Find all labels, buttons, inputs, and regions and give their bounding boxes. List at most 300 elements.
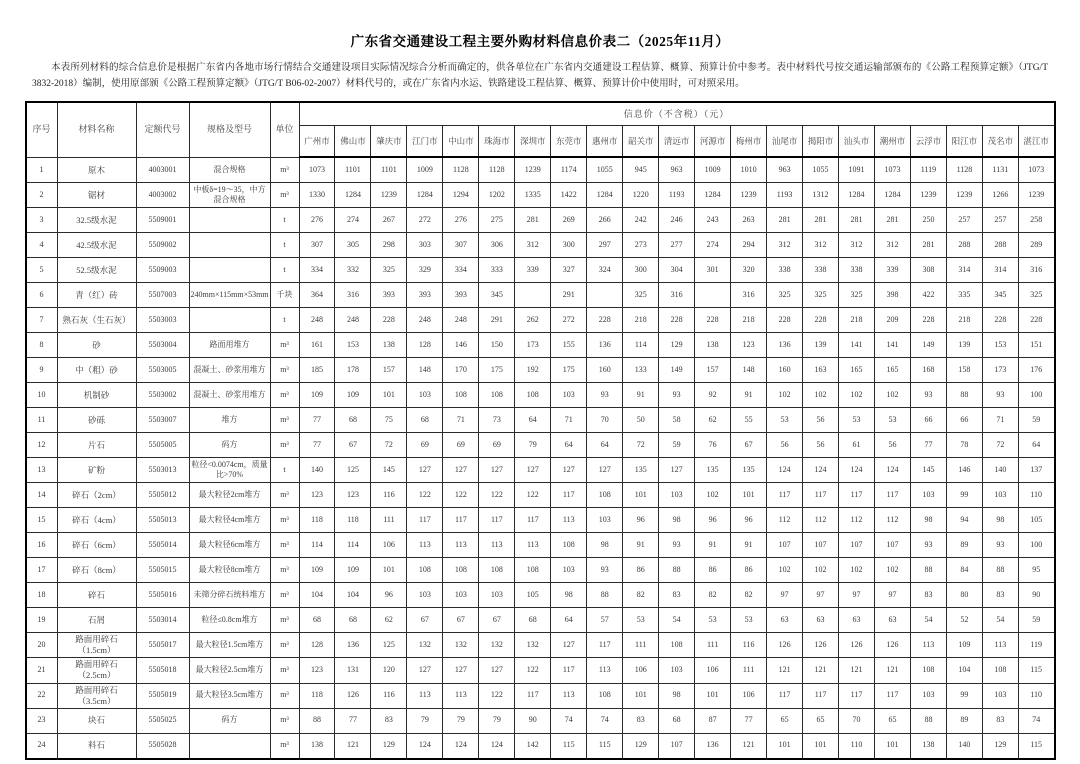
- row-seq: 20: [26, 633, 58, 658]
- price-cell: 218: [946, 308, 982, 333]
- row-spec: [189, 308, 270, 333]
- price-cell: 316: [1018, 258, 1054, 283]
- row-spec: 中板δ=19～35，中方混合规格: [189, 183, 270, 208]
- price-cell: 77: [910, 433, 946, 458]
- price-cell: 335: [946, 283, 982, 308]
- price-cell: 107: [875, 533, 911, 558]
- row-code: 5503005: [136, 358, 189, 383]
- price-cell: 111: [623, 633, 659, 658]
- price-cell: 108: [982, 658, 1018, 683]
- price-cell: 127: [407, 658, 443, 683]
- price-cell: 101: [731, 483, 767, 508]
- price-cell: 77: [299, 408, 335, 433]
- price-cell: 1009: [407, 157, 443, 183]
- price-cell: 140: [946, 733, 982, 759]
- row-code: 5509002: [136, 233, 189, 258]
- price-cell: 107: [803, 533, 839, 558]
- price-cell: 1055: [803, 157, 839, 183]
- row-code: 5509003: [136, 258, 189, 283]
- price-cell: 83: [371, 708, 407, 733]
- table-row: [26, 633, 1055, 658]
- price-cell: 90: [1018, 583, 1054, 608]
- price-cell: 83: [910, 583, 946, 608]
- price-cell: 86: [623, 558, 659, 583]
- price-cell: 112: [803, 508, 839, 533]
- price-cell: 112: [839, 508, 875, 533]
- price-cell: 123: [335, 483, 371, 508]
- price-cell: 106: [623, 658, 659, 683]
- price-cell: 269: [551, 208, 587, 233]
- price-cell: 398: [875, 283, 911, 308]
- price-cell: 97: [875, 583, 911, 608]
- price-cell: 121: [875, 658, 911, 683]
- price-cell: 228: [982, 308, 1018, 333]
- price-cell: 963: [767, 157, 803, 183]
- price-cell: 71: [982, 408, 1018, 433]
- row-spec: [189, 233, 270, 258]
- table-row: [26, 583, 1055, 608]
- price-cell: 107: [659, 733, 695, 759]
- price-cell: 69: [479, 433, 515, 458]
- price-cell: 70: [587, 408, 623, 433]
- price-cell: 103: [910, 683, 946, 708]
- price-cell: 121: [803, 658, 839, 683]
- price-cell: 274: [335, 208, 371, 233]
- price-cell: 1422: [551, 183, 587, 208]
- row-name: 砂砾: [57, 408, 136, 433]
- price-cell: 115: [551, 733, 587, 759]
- price-cell: 103: [982, 483, 1018, 508]
- price-cell: 1312: [803, 183, 839, 208]
- row-seq: 7: [26, 308, 58, 333]
- price-cell: 68: [515, 608, 551, 633]
- price-cell: 69: [443, 433, 479, 458]
- price-cell: 113: [515, 533, 551, 558]
- row-unit: m³: [270, 608, 299, 633]
- price-cell: 248: [443, 308, 479, 333]
- price-cell: 281: [910, 233, 946, 258]
- price-cell: 304: [659, 258, 695, 283]
- price-cell: 132: [443, 633, 479, 658]
- price-cell: 59: [659, 433, 695, 458]
- price-cell: 1284: [839, 183, 875, 208]
- price-cell: 69: [407, 433, 443, 458]
- price-cell: 248: [407, 308, 443, 333]
- price-cell: 103: [479, 583, 515, 608]
- price-cell: 192: [515, 358, 551, 383]
- price-cell: 228: [371, 308, 407, 333]
- price-cell: 300: [551, 233, 587, 258]
- price-cell: 345: [982, 283, 1018, 308]
- price-cell: 117: [515, 508, 551, 533]
- price-cell: 135: [731, 458, 767, 483]
- row-unit: t: [270, 208, 299, 233]
- col-header-code: 定额代号: [136, 102, 189, 157]
- row-spec: 最大粒径3.5cm堆方: [189, 683, 270, 708]
- price-cell: 74: [551, 708, 587, 733]
- price-cell: [695, 283, 731, 308]
- price-cell: 117: [443, 508, 479, 533]
- row-seq: 21: [26, 658, 58, 683]
- price-cell: 228: [1018, 308, 1054, 333]
- row-name: 矿粉: [57, 458, 136, 483]
- price-cell: 272: [551, 308, 587, 333]
- price-cell: 53: [623, 608, 659, 633]
- price-cell: 325: [1018, 283, 1054, 308]
- price-cell: 53: [695, 608, 731, 633]
- price-cell: 56: [803, 408, 839, 433]
- price-cell: 108: [515, 383, 551, 408]
- row-name: 料石: [57, 733, 136, 759]
- price-cell: 325: [767, 283, 803, 308]
- row-code: 5509001: [136, 208, 189, 233]
- price-cell: 320: [731, 258, 767, 283]
- row-code: 5505015: [136, 558, 189, 583]
- price-cell: 105: [515, 583, 551, 608]
- price-cell: 273: [623, 233, 659, 258]
- price-cell: 136: [335, 633, 371, 658]
- row-spec: 混凝土、砂浆用堆方: [189, 383, 270, 408]
- price-cell: 114: [335, 533, 371, 558]
- price-cell: 50: [623, 408, 659, 433]
- row-seq: 17: [26, 558, 58, 583]
- price-cell: 1220: [623, 183, 659, 208]
- price-cell: 101: [767, 733, 803, 759]
- price-cell: 145: [910, 458, 946, 483]
- price-cell: 108: [551, 533, 587, 558]
- row-unit: m³: [270, 583, 299, 608]
- price-cell: 93: [659, 533, 695, 558]
- price-cell: 98: [910, 508, 946, 533]
- price-cell: 312: [875, 233, 911, 258]
- price-cell: 74: [587, 708, 623, 733]
- price-cell: 1128: [946, 157, 982, 183]
- row-seq: 14: [26, 483, 58, 508]
- row-code: 5505028: [136, 733, 189, 759]
- price-cell: 306: [479, 233, 515, 258]
- price-cell: 173: [982, 358, 1018, 383]
- price-cell: 1239: [910, 183, 946, 208]
- price-cell: 288: [982, 233, 1018, 258]
- price-cell: 87: [695, 708, 731, 733]
- price-cell: 1202: [479, 183, 515, 208]
- city-header: 东莞市: [551, 126, 587, 158]
- price-cell: 52: [946, 608, 982, 633]
- row-code: 5505025: [136, 708, 189, 733]
- price-cell: 102: [875, 558, 911, 583]
- price-cell: 97: [803, 583, 839, 608]
- price-cell: 297: [587, 233, 623, 258]
- row-name: 青（红）砖: [57, 283, 136, 308]
- price-cell: 128: [407, 333, 443, 358]
- price-cell: 103: [551, 383, 587, 408]
- price-cell: 86: [695, 558, 731, 583]
- row-unit: m³: [270, 157, 299, 183]
- price-cell: 288: [946, 233, 982, 258]
- price-cell: 393: [407, 283, 443, 308]
- price-cell: 117: [803, 483, 839, 508]
- price-cell: 248: [299, 308, 335, 333]
- price-cell: 127: [407, 458, 443, 483]
- row-name: 熟石灰（生石灰）: [57, 308, 136, 333]
- row-seq: 18: [26, 583, 58, 608]
- row-code: 5503004: [136, 333, 189, 358]
- price-cell: 92: [695, 383, 731, 408]
- price-cell: 1294: [443, 183, 479, 208]
- price-cell: 165: [839, 358, 875, 383]
- price-cell: 63: [767, 608, 803, 633]
- price-cell: 1073: [1018, 157, 1054, 183]
- city-header: 茂名市: [982, 126, 1018, 158]
- price-cell: 54: [982, 608, 1018, 633]
- price-cell: 107: [767, 533, 803, 558]
- price-cell: 90: [515, 708, 551, 733]
- price-cell: 82: [731, 583, 767, 608]
- price-cell: 138: [910, 733, 946, 759]
- price-cell: 64: [1018, 433, 1054, 458]
- price-cell: 138: [695, 333, 731, 358]
- city-header: 河源市: [695, 126, 731, 158]
- price-cell: 124: [767, 458, 803, 483]
- price-cell: 108: [443, 558, 479, 583]
- price-cell: 97: [767, 583, 803, 608]
- city-header: 阳江市: [946, 126, 982, 158]
- row-unit: t: [270, 458, 299, 483]
- price-cell: 1239: [1018, 183, 1054, 208]
- price-cell: 1239: [371, 183, 407, 208]
- price-cell: 86: [731, 558, 767, 583]
- row-name: 锯材: [57, 183, 136, 208]
- price-cell: 301: [695, 258, 731, 283]
- price-cell: 108: [659, 633, 695, 658]
- price-cell: 117: [767, 683, 803, 708]
- price-cell: 110: [839, 733, 875, 759]
- price-cell: 111: [695, 633, 731, 658]
- price-cell: 338: [803, 258, 839, 283]
- price-cell: 104: [335, 583, 371, 608]
- price-cell: 173: [515, 333, 551, 358]
- price-cell: 333: [479, 258, 515, 283]
- price-cell: 101: [875, 733, 911, 759]
- price-cell: 54: [659, 608, 695, 633]
- price-cell: 59: [1018, 608, 1054, 633]
- price-cell: 127: [479, 658, 515, 683]
- city-header: 广州市: [299, 126, 335, 158]
- price-cell: 1073: [299, 157, 335, 183]
- price-cell: 63: [875, 608, 911, 633]
- price-cell: 93: [910, 533, 946, 558]
- price-cell: 124: [443, 733, 479, 759]
- price-cell: 329: [407, 258, 443, 283]
- row-spec: [189, 733, 270, 759]
- price-cell: 88: [982, 558, 1018, 583]
- price-cell: 1009: [695, 157, 731, 183]
- price-cell: 123: [731, 333, 767, 358]
- price-cell: 104: [946, 658, 982, 683]
- row-code: 5507003: [136, 283, 189, 308]
- price-cell: 113: [407, 533, 443, 558]
- price-cell: 88: [910, 708, 946, 733]
- price-cell: 102: [803, 558, 839, 583]
- row-name: 路面用碎石（1.5cm）: [57, 633, 136, 658]
- col-header-unit: 单位: [270, 102, 299, 157]
- price-cell: 160: [767, 358, 803, 383]
- row-code: 5505014: [136, 533, 189, 558]
- row-spec: 堆方: [189, 408, 270, 433]
- row-name: 中（粗）砂: [57, 358, 136, 383]
- price-cell: 422: [910, 283, 946, 308]
- price-cell: 316: [335, 283, 371, 308]
- price-cell: 267: [371, 208, 407, 233]
- price-cell: 113: [479, 533, 515, 558]
- price-cell: 325: [623, 283, 659, 308]
- price-cell: 73: [479, 408, 515, 433]
- price-cell: 98: [587, 533, 623, 558]
- price-cell: 53: [875, 408, 911, 433]
- price-cell: 101: [371, 383, 407, 408]
- price-cell: 93: [659, 383, 695, 408]
- price-cell: 108: [479, 558, 515, 583]
- price-cell: 305: [335, 233, 371, 258]
- row-unit: m³: [270, 633, 299, 658]
- city-header: 潮州市: [875, 126, 911, 158]
- price-cell: 96: [695, 508, 731, 533]
- price-cell: 248: [335, 308, 371, 333]
- table-row: [26, 308, 1055, 333]
- price-cell: 1091: [839, 157, 875, 183]
- price-cell: 140: [299, 458, 335, 483]
- row-name: 42.5级水泥: [57, 233, 136, 258]
- price-cell: 339: [875, 258, 911, 283]
- row-seq: 10: [26, 383, 58, 408]
- intro-paragraph: 本表所列材料的综合信息价是根据广东省内各地市场行情结合交通建设项目实际情况综合分析而确定的，供各单位在广东省内交通建设工程估算、概算、预算计价中参考。表中材料代号按交通运输部颁布的《公路工程预算定额》（JTG/T 3832-2018）编制，使用原部颁《公路工程预算定额》（JTG/T B06-02-2007）材料代号的，或在广东省内水运、铁路建设工程估算、概算、预算计价中使用时，可对照采用。: [32, 63, 1048, 89]
- price-cell: 141: [839, 333, 875, 358]
- price-cell: 133: [623, 358, 659, 383]
- city-header: 中山市: [443, 126, 479, 158]
- row-spec: 码方: [189, 708, 270, 733]
- price-cell: 113: [982, 633, 1018, 658]
- price-cell: 161: [299, 333, 335, 358]
- price-cell: 158: [946, 358, 982, 383]
- price-cell: 122: [407, 483, 443, 508]
- price-cell: 103: [982, 683, 1018, 708]
- price-cell: 116: [731, 633, 767, 658]
- price-cell: 312: [515, 233, 551, 258]
- price-cell: 243: [695, 208, 731, 233]
- row-unit: m³: [270, 733, 299, 759]
- price-cell: 98: [659, 683, 695, 708]
- price-cell: 132: [515, 633, 551, 658]
- price-cell: 1335: [515, 183, 551, 208]
- table-row: [26, 733, 1055, 759]
- col-header-name: 材料名称: [57, 102, 136, 157]
- price-cell: 127: [515, 458, 551, 483]
- row-seq: 19: [26, 608, 58, 633]
- price-cell: 91: [695, 533, 731, 558]
- price-cell: 118: [299, 508, 335, 533]
- price-cell: 324: [587, 258, 623, 283]
- price-cell: 176: [1018, 358, 1054, 383]
- price-cell: 127: [551, 458, 587, 483]
- row-unit: t: [270, 233, 299, 258]
- row-name: 砂: [57, 333, 136, 358]
- row-code: 5505019: [136, 683, 189, 708]
- city-header: 清远市: [659, 126, 695, 158]
- price-cell: 67: [731, 433, 767, 458]
- row-unit: m³: [270, 183, 299, 208]
- price-cell: 121: [839, 658, 875, 683]
- table-row: [26, 658, 1055, 683]
- price-cell: 83: [623, 708, 659, 733]
- price-cell: 332: [335, 258, 371, 283]
- price-cell: 1128: [443, 157, 479, 183]
- price-cell: 127: [659, 458, 695, 483]
- price-cell: 185: [299, 358, 335, 383]
- row-spec: 最大粒径6cm堆方: [189, 533, 270, 558]
- price-cell: 1055: [587, 157, 623, 183]
- row-code: 5503007: [136, 408, 189, 433]
- row-code: 5503002: [136, 383, 189, 408]
- price-cell: 338: [767, 258, 803, 283]
- price-cell: 276: [299, 208, 335, 233]
- price-cell: 129: [982, 733, 1018, 759]
- row-unit: m³: [270, 433, 299, 458]
- price-cell: 101: [623, 683, 659, 708]
- price-cell: 53: [731, 608, 767, 633]
- row-unit: m³: [270, 708, 299, 733]
- materials-price-table: [25, 101, 1056, 759]
- city-header: 湛江市: [1018, 126, 1054, 158]
- price-cell: 79: [479, 708, 515, 733]
- price-cell: 124: [839, 458, 875, 483]
- price-cell: 93: [587, 383, 623, 408]
- price-cell: 108: [587, 483, 623, 508]
- price-cell: 99: [946, 483, 982, 508]
- row-name: 片石: [57, 433, 136, 458]
- row-seq: 8: [26, 333, 58, 358]
- price-cell: 148: [407, 358, 443, 383]
- price-cell: 113: [407, 683, 443, 708]
- price-cell: 88: [910, 558, 946, 583]
- price-cell: 1266: [982, 183, 1018, 208]
- price-cell: 281: [875, 208, 911, 233]
- price-cell: 105: [1018, 508, 1054, 533]
- price-cell: 117: [515, 683, 551, 708]
- price-cell: 72: [371, 433, 407, 458]
- price-cell: 65: [803, 708, 839, 733]
- price-cell: 1284: [407, 183, 443, 208]
- row-code: 5505016: [136, 583, 189, 608]
- price-cell: 77: [335, 708, 371, 733]
- price-cell: 157: [371, 358, 407, 383]
- price-cell: 103: [443, 583, 479, 608]
- row-unit: m³: [270, 658, 299, 683]
- price-cell: 131: [335, 658, 371, 683]
- table-row: [26, 383, 1055, 408]
- price-cell: 93: [587, 558, 623, 583]
- price-cell: 228: [803, 308, 839, 333]
- price-cell: 118: [335, 508, 371, 533]
- row-seq: 11: [26, 408, 58, 433]
- price-cell: 100: [1018, 533, 1054, 558]
- price-cell: 170: [443, 358, 479, 383]
- price-cell: 138: [371, 333, 407, 358]
- price-cell: 127: [479, 458, 515, 483]
- price-cell: 148: [731, 358, 767, 383]
- row-spec: 混合规格: [189, 157, 270, 183]
- row-unit: m³: [270, 558, 299, 583]
- price-cell: 113: [910, 633, 946, 658]
